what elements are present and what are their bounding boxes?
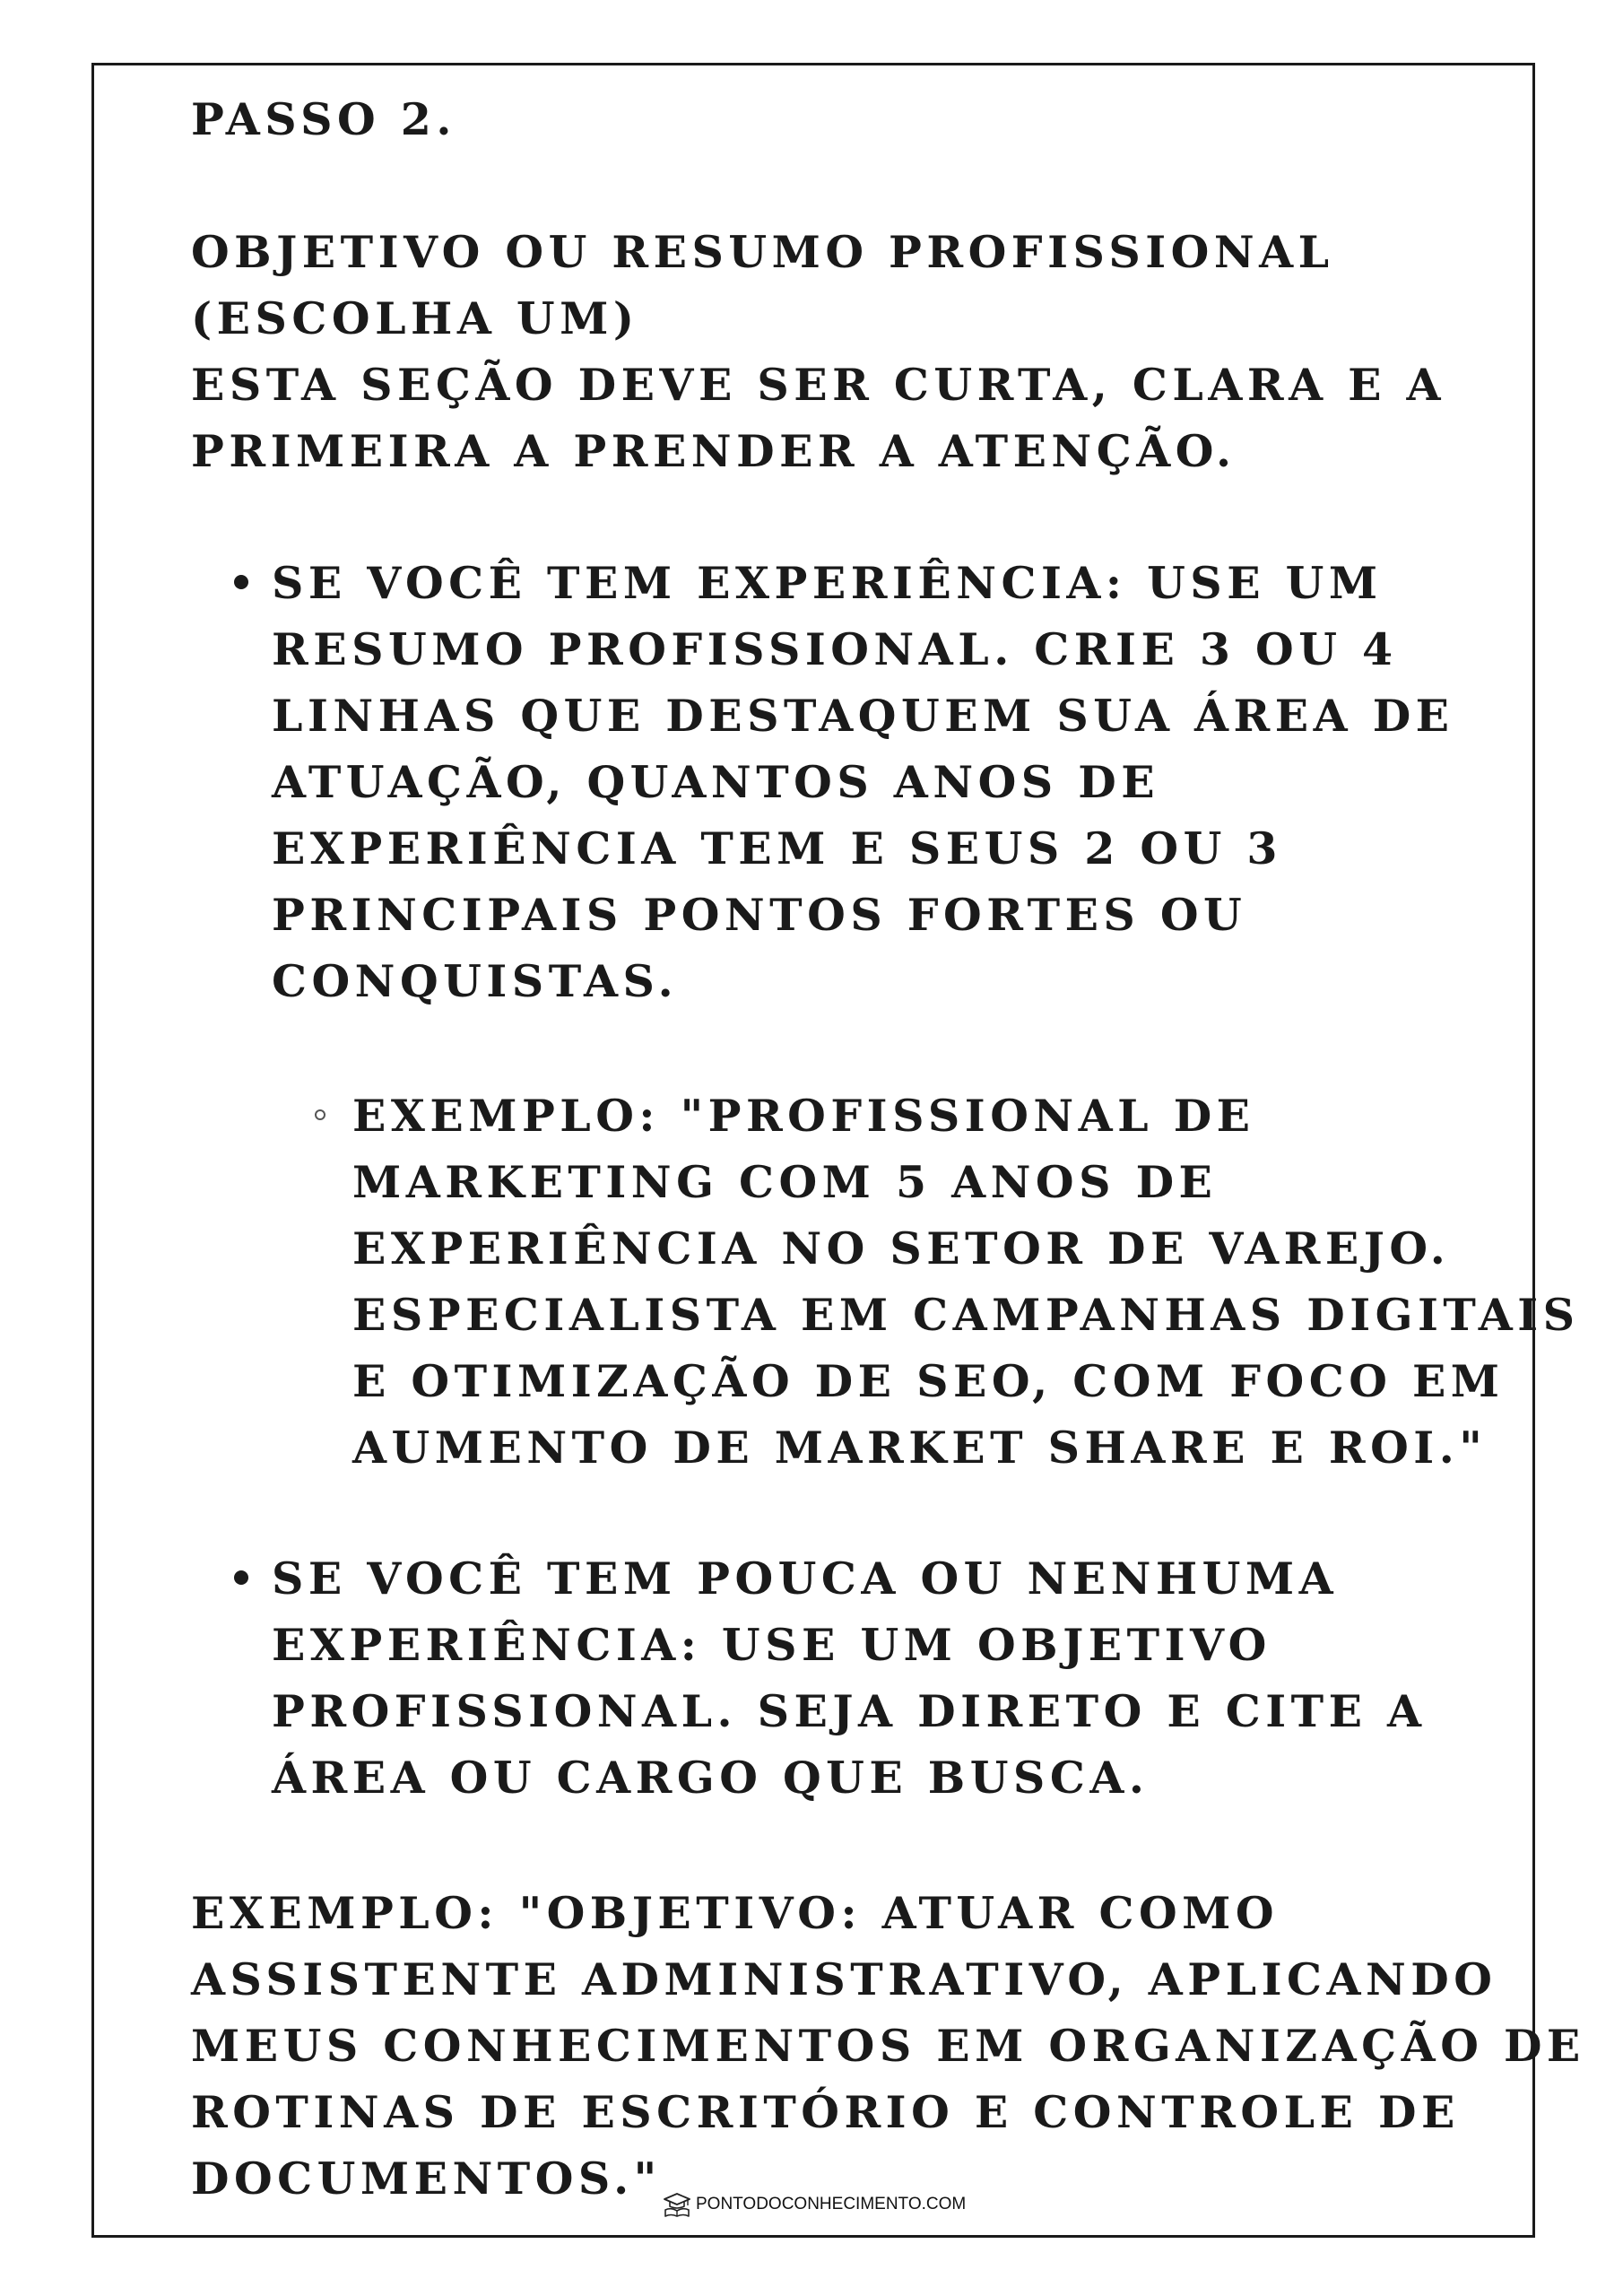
bullet-item-no-experience xyxy=(272,1545,1427,1811)
bullet-icon xyxy=(234,1570,248,1585)
bullet-item-experience xyxy=(272,550,1454,1014)
example-paragraph xyxy=(191,1880,1585,2212)
sub-bullet-line: EXPERIÊNCIA NO SETOR DE VAREJO. xyxy=(352,1222,1451,1274)
bullet-line: LINHAS QUE DESTAQUEM SUA ÁREA DE xyxy=(272,690,1454,742)
bullet-line: SE VOCÊ TEM POUCA OU NENHUMA xyxy=(272,1552,1339,1605)
intro-line: ESTA SEÇÃO DEVE SER CURTA, CLARA E A xyxy=(191,359,1446,411)
sub-bullet-line: E OTIMIZAÇÃO DE SEO, COM FOCO EM xyxy=(352,1355,1505,1407)
step-label: PASSO 2. xyxy=(191,93,456,145)
bullet-line: CONQUISTAS. xyxy=(272,955,679,1007)
sub-bullet-example xyxy=(352,1083,1580,1481)
title-line: OBJETIVO OU RESUMO PROFISSIONAL xyxy=(191,226,1334,278)
bullet-line: ATUAÇÃO, QUANTOS ANOS DE xyxy=(272,756,1160,808)
example-line: DOCUMENTOS." xyxy=(191,2152,662,2205)
graduation-cap-book-icon xyxy=(662,2191,692,2218)
sub-bullet-line: AUMENTO DE MARKET SHARE E ROI." xyxy=(352,1422,1488,1474)
bullet-line: EXPERIÊNCIA: USE UM OBJETIVO xyxy=(272,1619,1271,1671)
example-line: EXEMPLO: "OBJETIVO: ATUAR COMO xyxy=(191,1887,1280,1939)
step-heading xyxy=(191,86,456,152)
bullet-line: SE VOCÊ TEM EXPERIÊNCIA: USE UM xyxy=(272,557,1383,609)
bullet-line: PROFISSIONAL. SEJA DIRETO E CITE A xyxy=(272,1685,1427,1737)
title-line: (ESCOLHA UM) xyxy=(191,292,639,344)
bullet-line: PRINCIPAIS PONTOS FORTES OU xyxy=(272,889,1247,941)
bullet-line: ÁREA OU CARGO QUE BUSCA. xyxy=(272,1752,1150,1804)
example-line: ASSISTENTE ADMINISTRATIVO, APLICANDO xyxy=(191,1953,1497,2005)
footer-watermark xyxy=(662,2191,966,2218)
footer-site-text: PONTODOCONHECIMENTO.COM xyxy=(696,2195,967,2213)
example-line: MEUS CONHECIMENTOS EM ORGANIZAÇÃO DE xyxy=(191,2020,1585,2072)
sub-bullet-line: EXEMPLO: "PROFISSIONAL DE xyxy=(352,1090,1255,1142)
bullet-line: RESUMO PROFISSIONAL. CRIE 3 OU 4 xyxy=(272,623,1398,675)
bullet-line: EXPERIÊNCIA TEM E SEUS 2 OU 3 xyxy=(272,822,1282,874)
sub-bullet-line: ESPECIALISTA EM CAMPANHAS DIGITAIS xyxy=(352,1289,1580,1341)
circle-bullet-icon xyxy=(315,1109,325,1120)
example-line: ROTINAS DE ESCRITÓRIO E CONTROLE DE xyxy=(191,2086,1460,2138)
intro-line: PRIMEIRA A PRENDER A ATENÇÃO. xyxy=(191,425,1237,477)
sub-bullet-line: MARKETING COM 5 ANOS DE xyxy=(352,1156,1218,1208)
section-title xyxy=(191,219,1445,484)
bullet-icon xyxy=(234,575,248,589)
